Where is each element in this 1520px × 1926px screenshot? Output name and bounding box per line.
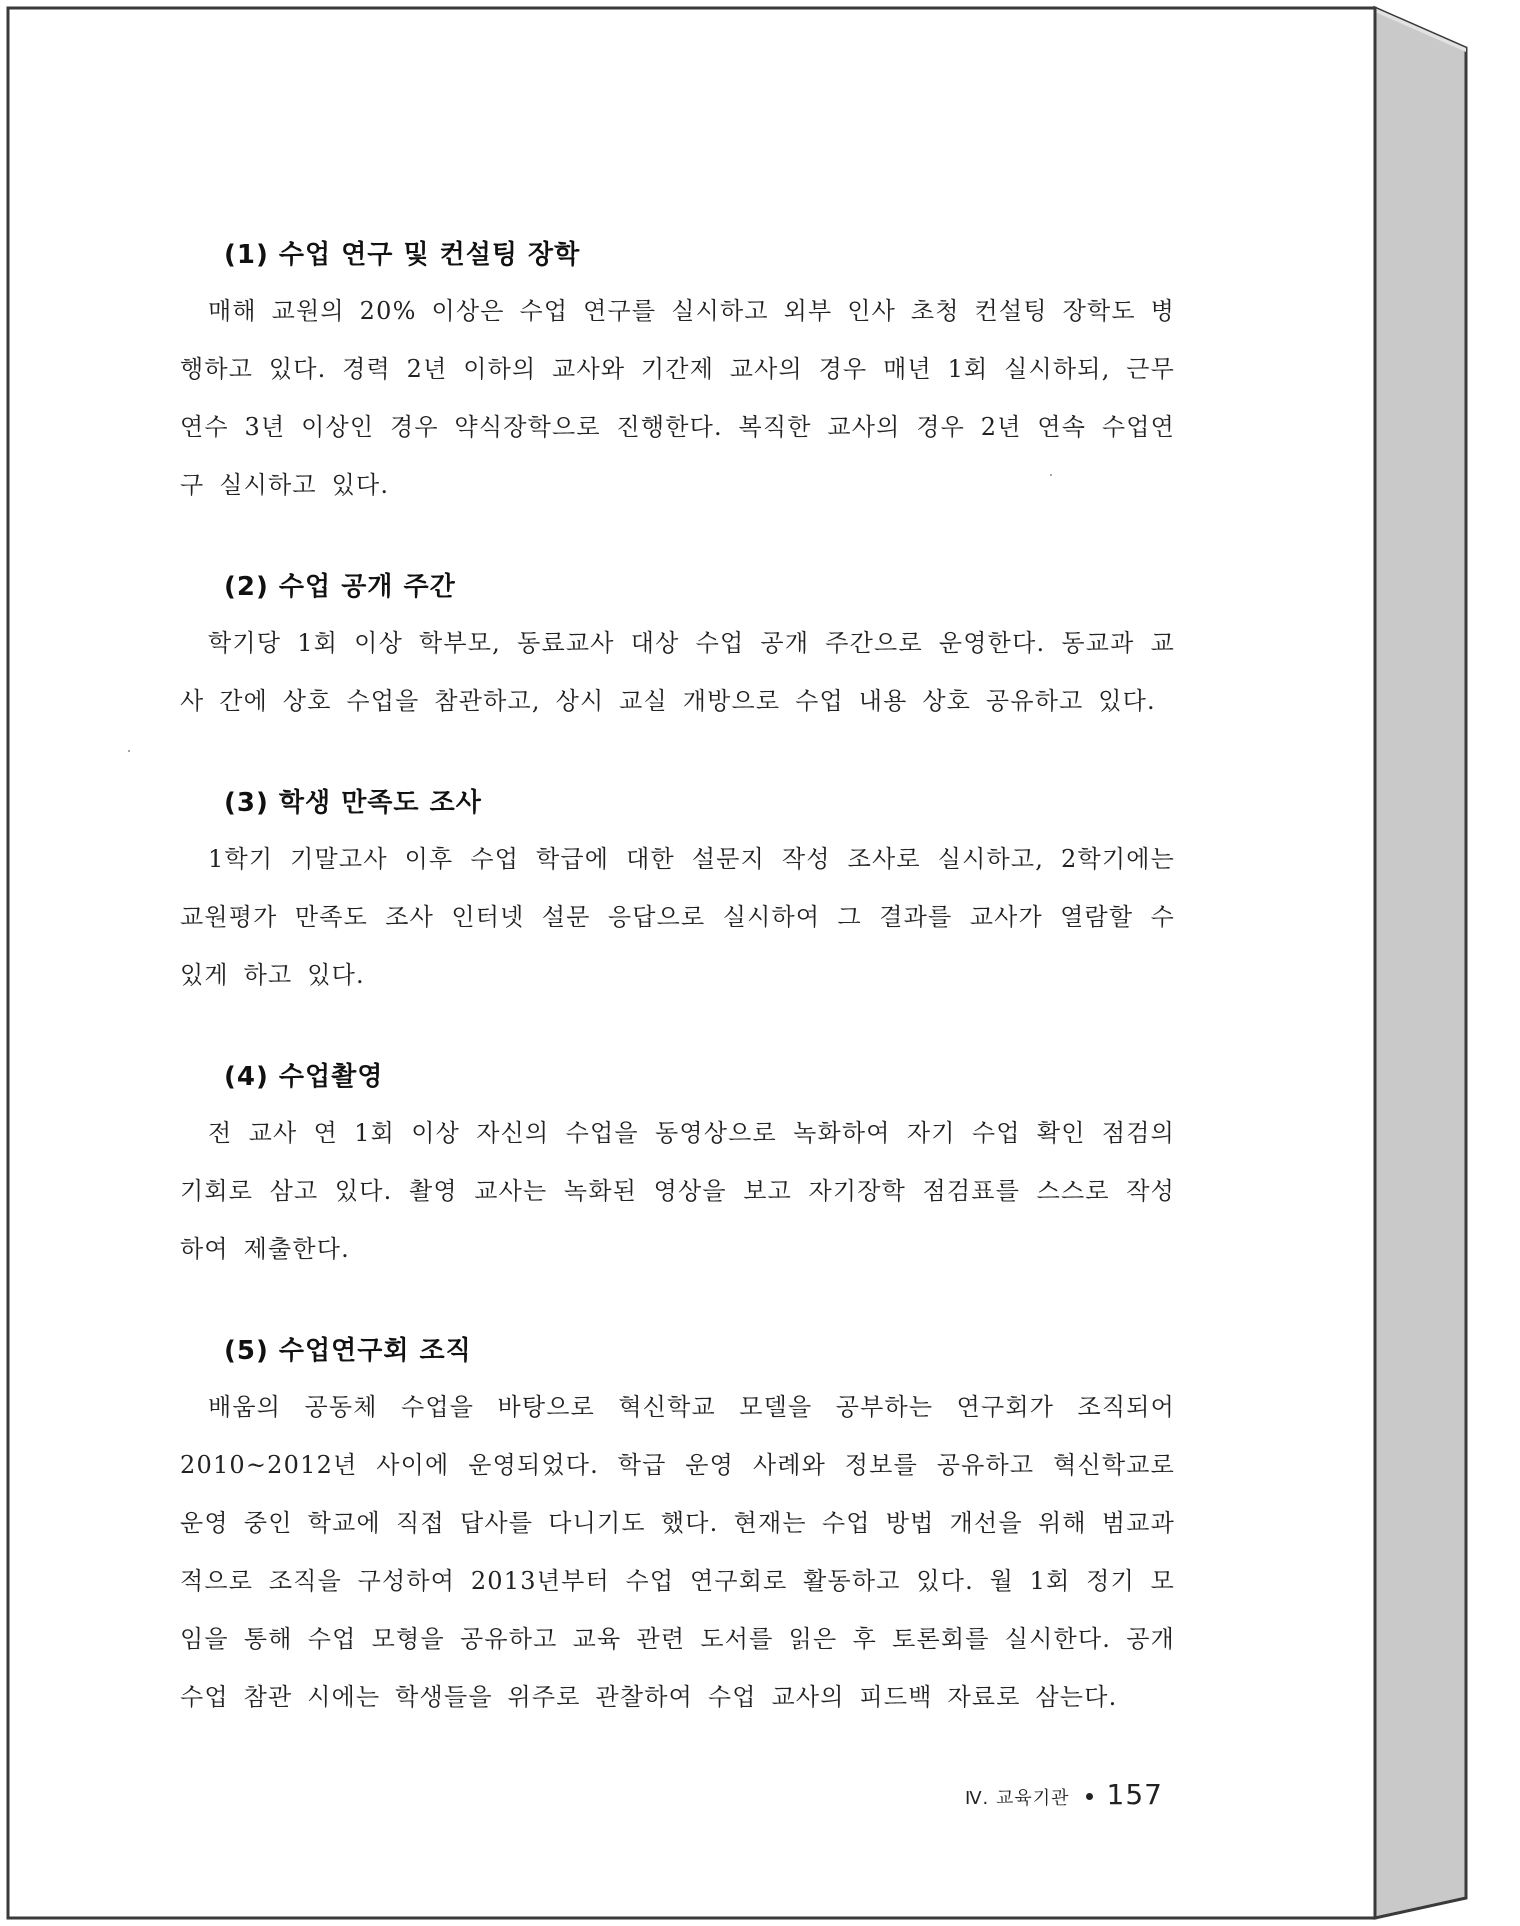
section-open-class-week <box>180 570 1175 730</box>
book-side-panel <box>1375 8 1466 1918</box>
page-content <box>180 238 1175 1782</box>
section-body: 학기당 1회 이상 학부모, 동료교사 대상 수업 공개 주간으로 운영한다. 동교과 교사 간에 상호 수업을 참관하고, 상시 교실 개방으로 수업 내용 상호 공유하고 있다. <box>180 629 1175 715</box>
section-title: (4) 수업촬영 <box>224 1062 384 1092</box>
section-title: (3) 학생 만족도 조사 <box>224 788 482 818</box>
scan-speck <box>1050 474 1052 476</box>
section-body: 배움의 공동체 수업을 바탕으로 혁신학교 모델을 공부하는 연구회가 조직되어 2010~2012년 사이에 운영되었다. 학급 운영 사례와 정보를 공유하고 혁신학교로 운영 중인 학교에 직접 답사를 다니기도 했다. 현재는 수업 방법 개선을 위해 범교과적으로 조직을 구성하여 2013년부터 수업 연구회로 활동하고 있다. 월 1회 정기 모임을 통해 수업 모형을 공유하고 교육 관련 도서를 읽은 후 토론회를 실시한다. 공개수업 참관 시에는 학생들을 위주로 관찰하여 수업 교사의 피드백 자료로 삼는다. <box>180 1393 1175 1711</box>
scan-speck <box>128 750 130 752</box>
bullet-icon <box>1086 1793 1093 1800</box>
footer-chapter: Ⅳ. 교육기관 <box>964 1788 1070 1809</box>
page-footer <box>965 1778 1163 1811</box>
section-body: 1학기 기말고사 이후 수업 학급에 대한 설문지 작성 조사로 실시하고, 2학기에는 교원평가 만족도 조사 인터넷 설문 응답으로 실시하여 그 결과를 교사가 열람할 수 있게 하고 있다. <box>180 845 1175 989</box>
book-page <box>8 8 1375 1920</box>
section-research-club <box>180 1334 1175 1726</box>
section-title: (5) 수업연구회 조직 <box>224 1336 472 1366</box>
section-title: (1) 수업 연구 및 컨설팅 장학 <box>224 240 581 270</box>
section-lesson-research <box>180 238 1175 514</box>
section-body: 전 교사 연 1회 이상 자신의 수업을 동영상으로 녹화하여 자기 수업 확인 점검의 기회로 삼고 있다. 촬영 교사는 녹화된 영상을 보고 자기장학 점검표를 스스로 작성하여 제출한다. <box>180 1119 1175 1263</box>
section-body: 매해 교원의 20% 이상은 수업 연구를 실시하고 외부 인사 초청 컨설팅 장학도 병행하고 있다. 경력 2년 이하의 교사와 기간제 교사의 경우 매년 1회 실시하되, 근무 연수 3년 이상인 경우 약식장학으로 진행한다. 복직한 교사의 경우 2년 연속 수업연구 실시하고 있다. <box>180 297 1175 499</box>
section-class-recording <box>180 1060 1175 1278</box>
section-title: (2) 수업 공개 주간 <box>224 572 456 602</box>
section-student-survey <box>180 786 1175 1004</box>
page-number: 157 <box>1106 1778 1163 1811</box>
